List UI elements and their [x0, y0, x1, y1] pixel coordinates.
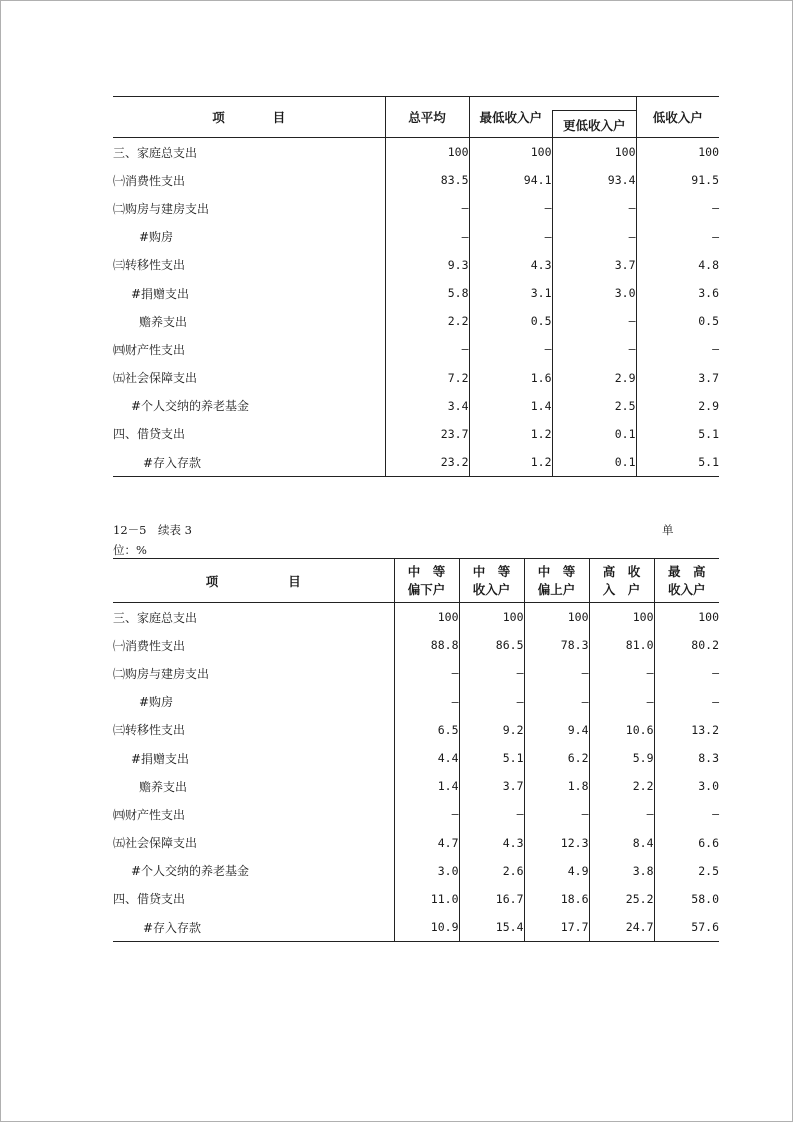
row-value: —	[589, 800, 654, 828]
table2-item-header	[113, 559, 394, 603]
row-value: 6.2	[524, 744, 589, 772]
table2-item-header-a: 项	[205, 573, 219, 589]
row-label: #存入存款	[113, 448, 385, 477]
table2-col-header-3	[589, 559, 654, 603]
row-value: 23.2	[385, 448, 469, 477]
row-value: —	[459, 800, 524, 828]
row-label: #购房	[139, 695, 174, 710]
row-value: 8.3	[654, 744, 719, 772]
row-value: 8.4	[589, 829, 654, 857]
row-value: 5.1	[636, 448, 719, 477]
table1-row	[113, 420, 719, 448]
row-value: 1.8	[524, 772, 589, 800]
table1-item-header	[113, 97, 385, 138]
row-value: 3.1	[469, 279, 552, 307]
table1-header-row	[113, 97, 719, 138]
table2-row	[113, 659, 719, 687]
row-label: ㈣财产性支出	[113, 807, 186, 822]
row-value: —	[459, 688, 524, 716]
row-value: 100	[654, 603, 719, 632]
row-value: 15.4	[459, 913, 524, 942]
row-value: 100	[589, 603, 654, 632]
row-value: 6.6	[654, 829, 719, 857]
table1-item-header-a: 项	[212, 110, 225, 125]
row-value: 3.4	[385, 392, 469, 420]
row-value: 1.6	[469, 364, 552, 392]
row-value: 13.2	[654, 716, 719, 744]
row-value: 17.7	[524, 913, 589, 942]
row-label: ㈤社会保障支出	[113, 836, 198, 851]
row-value: 4.8	[636, 251, 719, 279]
row-value: 78.3	[524, 631, 589, 659]
row-value: 86.5	[459, 631, 524, 659]
row-value: 2.5	[552, 392, 636, 420]
row-label: 四、借贷支出	[113, 427, 186, 442]
row-value: 25.2	[589, 885, 654, 913]
table2-row	[113, 800, 719, 828]
row-value: —	[385, 335, 469, 363]
row-value: 24.7	[589, 913, 654, 942]
row-value: —	[654, 800, 719, 828]
row-label: ㈠消费性支出	[113, 638, 186, 653]
row-value: 10.9	[394, 913, 459, 942]
row-value: 0.5	[469, 307, 552, 335]
row-value: 0.5	[636, 307, 719, 335]
row-value: 6.5	[394, 716, 459, 744]
row-value: 3.7	[636, 364, 719, 392]
row-value: 2.9	[636, 392, 719, 420]
row-label: #购房	[139, 230, 174, 245]
table1-row	[113, 392, 719, 420]
row-value: 1.2	[469, 420, 552, 448]
row-value: —	[385, 223, 469, 251]
table1-row	[113, 279, 719, 307]
table2-caption: 12－5 续表 3	[113, 523, 192, 537]
row-value: —	[469, 194, 552, 222]
table2-col-header-0	[394, 559, 459, 603]
row-label: ㈣财产性支出	[113, 342, 186, 357]
row-value: 4.3	[469, 251, 552, 279]
row-value: 3.0	[552, 279, 636, 307]
table2-col-header-3-line1: 高 收	[602, 563, 641, 579]
table1-row	[113, 223, 719, 251]
row-value: —	[552, 194, 636, 222]
row-value: —	[636, 223, 719, 251]
table1-col-header-0: 总平均	[385, 97, 469, 138]
row-label: ㈡购房与建房支出	[113, 666, 210, 681]
row-value: —	[654, 659, 719, 687]
table1-row	[113, 448, 719, 477]
row-value: 18.6	[524, 885, 589, 913]
row-label: ㈠消费性支出	[113, 173, 186, 188]
row-value: —	[469, 335, 552, 363]
unit-label-a: 单	[662, 523, 674, 537]
table2-col-header-2	[524, 559, 589, 603]
table2-row	[113, 603, 719, 632]
table2-col-header-3-line2: 入 户	[602, 581, 641, 597]
row-label: #捐赠支出	[131, 286, 190, 301]
row-label: 三、家庭总支出	[113, 145, 198, 160]
unit-label-b: 位：%	[113, 543, 147, 557]
row-value: 4.3	[459, 829, 524, 857]
row-label: 赡养支出	[139, 779, 188, 794]
row-value: 94.1	[469, 166, 552, 194]
row-value: 57.6	[654, 913, 719, 942]
row-value: 5.1	[459, 744, 524, 772]
table1-row	[113, 138, 719, 167]
row-value: 100	[552, 138, 636, 167]
row-value: 100	[459, 603, 524, 632]
row-value: 9.2	[459, 716, 524, 744]
table2-col-header-1	[459, 559, 524, 603]
table2-col-header-2-line2: 偏上户	[537, 581, 576, 597]
row-value: 7.2	[385, 364, 469, 392]
row-value: 3.0	[654, 772, 719, 800]
row-value: 1.2	[469, 448, 552, 477]
row-value: —	[524, 688, 589, 716]
row-value: —	[552, 307, 636, 335]
row-value: —	[385, 194, 469, 222]
table2-row	[113, 744, 719, 772]
row-label: #个人交纳的养老基金	[131, 864, 250, 879]
row-value: 5.8	[385, 279, 469, 307]
row-value: 100	[636, 138, 719, 167]
row-value: —	[552, 223, 636, 251]
row-value: 5.9	[589, 744, 654, 772]
row-value: —	[524, 659, 589, 687]
row-value: 12.3	[524, 829, 589, 857]
row-value: —	[636, 335, 719, 363]
row-label: #存入存款	[113, 913, 394, 942]
table1-row	[113, 166, 719, 194]
table1-row	[113, 194, 719, 222]
row-value: 10.6	[589, 716, 654, 744]
table2-row	[113, 913, 719, 942]
row-value: 9.3	[385, 251, 469, 279]
table1-col-header-1: 最低收入户	[469, 97, 552, 138]
table1-row	[113, 335, 719, 363]
row-label: 三、家庭总支出	[113, 610, 198, 625]
row-value: 3.7	[459, 772, 524, 800]
row-label: 赡养支出	[139, 314, 188, 329]
row-label: ㈢转移性支出	[113, 723, 186, 738]
row-value: —	[459, 659, 524, 687]
row-value: —	[394, 800, 459, 828]
table2-header-row	[113, 559, 719, 603]
row-value: 4.7	[394, 829, 459, 857]
row-label: 四、借贷支出	[113, 892, 186, 907]
row-value: —	[589, 659, 654, 687]
row-value: 0.1	[552, 420, 636, 448]
row-label: #捐赠支出	[131, 751, 190, 766]
row-value: 2.9	[552, 364, 636, 392]
row-value: 5.1	[636, 420, 719, 448]
table2-row	[113, 772, 719, 800]
table2-item-header-b: 目	[288, 573, 301, 589]
row-value: —	[552, 335, 636, 363]
table2-row	[113, 885, 719, 913]
row-value: 58.0	[654, 885, 719, 913]
table1-row	[113, 364, 719, 392]
row-value: —	[469, 223, 552, 251]
table2-col-header-4-line1: 最 高	[667, 563, 706, 579]
row-value: 3.7	[552, 251, 636, 279]
table1-row	[113, 307, 719, 335]
table2-col-header-4	[654, 559, 719, 603]
row-value: 100	[469, 138, 552, 167]
table2-row	[113, 857, 719, 885]
table2-row	[113, 716, 719, 744]
row-value: 3.6	[636, 279, 719, 307]
row-value: 88.8	[394, 631, 459, 659]
row-value: —	[394, 659, 459, 687]
row-value: 9.4	[524, 716, 589, 744]
table2-col-header-0-line2: 偏下户	[407, 581, 446, 597]
table2-row	[113, 829, 719, 857]
row-value: 2.6	[459, 857, 524, 885]
table1-item-header-b: 目	[272, 110, 286, 125]
row-value: 3.8	[589, 857, 654, 885]
table2-row	[113, 631, 719, 659]
table1-col-header-3: 低收入户	[636, 97, 719, 138]
row-value: —	[589, 688, 654, 716]
table1-col-header-2-label: 更低收入户	[552, 110, 636, 137]
row-value: 4.9	[524, 857, 589, 885]
row-value: 100	[385, 138, 469, 167]
row-value: 100	[394, 603, 459, 632]
table2-row	[113, 688, 719, 716]
row-label: ㈡购房与建房支出	[113, 201, 210, 216]
row-value: 81.0	[589, 631, 654, 659]
row-label: #个人交纳的养老基金	[131, 399, 250, 414]
row-value: —	[394, 688, 459, 716]
row-value: —	[524, 800, 589, 828]
table2-col-header-1-line2: 收入户	[472, 581, 511, 597]
row-label: ㈤社会保障支出	[113, 371, 198, 386]
row-value: —	[654, 688, 719, 716]
table2-col-header-0-line1: 中 等	[407, 563, 446, 579]
row-value: 0.1	[552, 448, 636, 477]
row-value: 11.0	[394, 885, 459, 913]
table2-col-header-4-line2: 收入户	[667, 581, 706, 597]
row-value: 1.4	[469, 392, 552, 420]
table1-col-header-2	[552, 97, 636, 138]
row-value: 2.2	[385, 307, 469, 335]
row-value: 93.4	[552, 166, 636, 194]
row-value: 80.2	[654, 631, 719, 659]
table1-row	[113, 251, 719, 279]
expenditure-table-1	[113, 96, 719, 477]
expenditure-table-2	[113, 558, 719, 942]
row-value: 100	[524, 603, 589, 632]
row-value: 2.5	[654, 857, 719, 885]
row-value: 1.4	[394, 772, 459, 800]
table2-col-header-1-line1: 中 等	[472, 563, 511, 579]
row-value: 91.5	[636, 166, 719, 194]
table2-col-header-2-line1: 中 等	[537, 563, 576, 579]
row-label: ㈢转移性支出	[113, 258, 186, 273]
row-value: 16.7	[459, 885, 524, 913]
row-value: 4.4	[394, 744, 459, 772]
row-value: 83.5	[385, 166, 469, 194]
row-value: —	[636, 194, 719, 222]
row-value: 3.0	[394, 857, 459, 885]
row-value: 23.7	[385, 420, 469, 448]
row-value: 2.2	[589, 772, 654, 800]
